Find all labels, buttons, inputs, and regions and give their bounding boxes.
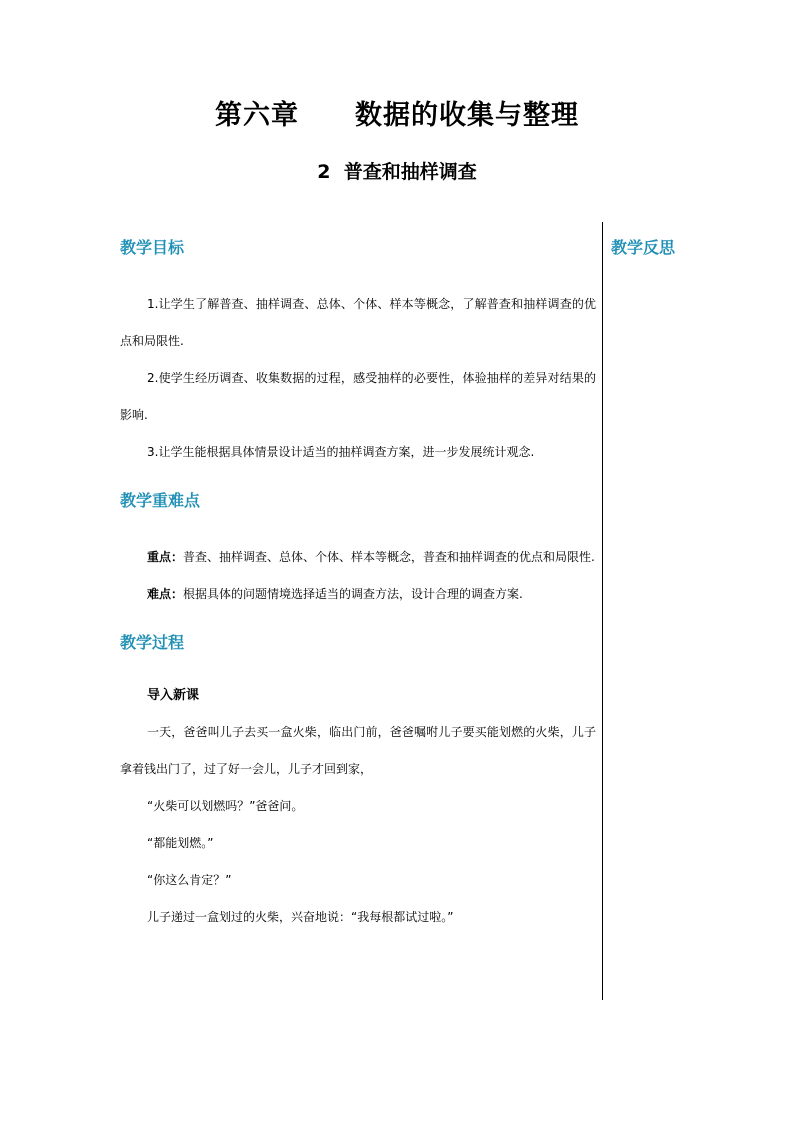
key-point-text: 普查、抽样调查、总体、个体、样本等概念，普查和抽样调查的优点和局限性. <box>183 550 595 564</box>
key-point-label: 重点： <box>147 550 184 564</box>
lesson-title: 2 普查和抽样调查 <box>317 161 477 183</box>
story-paragraph: “都能划燃。” <box>147 836 214 850</box>
difficulty-point-label: 难点： <box>147 587 184 601</box>
intro-subheading: 导入新课 <box>147 688 200 703</box>
goal-item: 3.让学生能根据具体情景设计适当的抽样调查方案，进一步发展统计观念. <box>147 445 535 459</box>
chapter-title: 第六章 数据的收集与整理 <box>215 100 579 131</box>
difficulty-point <box>120 576 596 613</box>
keys-heading: 教学重难点 <box>120 491 201 510</box>
goal-item: 1.让学生了解普查、抽样调查、总体、个体、样本等概念，了解普查和抽样调查的优点和局限性. <box>120 297 596 348</box>
story-paragraph: 一天，爸爸叫儿子去买一盒火柴，临出门前，爸爸嘱咐儿子要买能划燃的火柴，儿子拿着钱出门了，过了好一会儿，儿子才回到家， <box>120 725 596 776</box>
story-paragraph: “火柴可以划燃吗？”爸爸问。 <box>147 799 304 813</box>
keys-list <box>120 539 596 613</box>
story-paragraph: “你这么肯定？” <box>147 873 232 887</box>
reflection-heading: 教学反思 <box>611 238 676 257</box>
process-body <box>120 677 596 936</box>
column-divider <box>602 222 603 1000</box>
key-point <box>120 539 596 576</box>
process-heading: 教学过程 <box>120 633 185 652</box>
goal-item: 2.使学生经历调查、收集数据的过程，感受抽样的必要性，体验抽样的差异对结果的影响. <box>120 371 596 422</box>
goals-list <box>120 286 596 471</box>
story-paragraph: 儿子递过一盒划过的火柴，兴奋地说：“我每根都试过啦。” <box>147 910 454 924</box>
goals-heading: 教学目标 <box>120 238 185 257</box>
difficulty-point-text: 根据具体的问题情境选择适当的调查方法，设计合理的调查方案. <box>183 587 523 601</box>
main-column <box>120 232 596 936</box>
